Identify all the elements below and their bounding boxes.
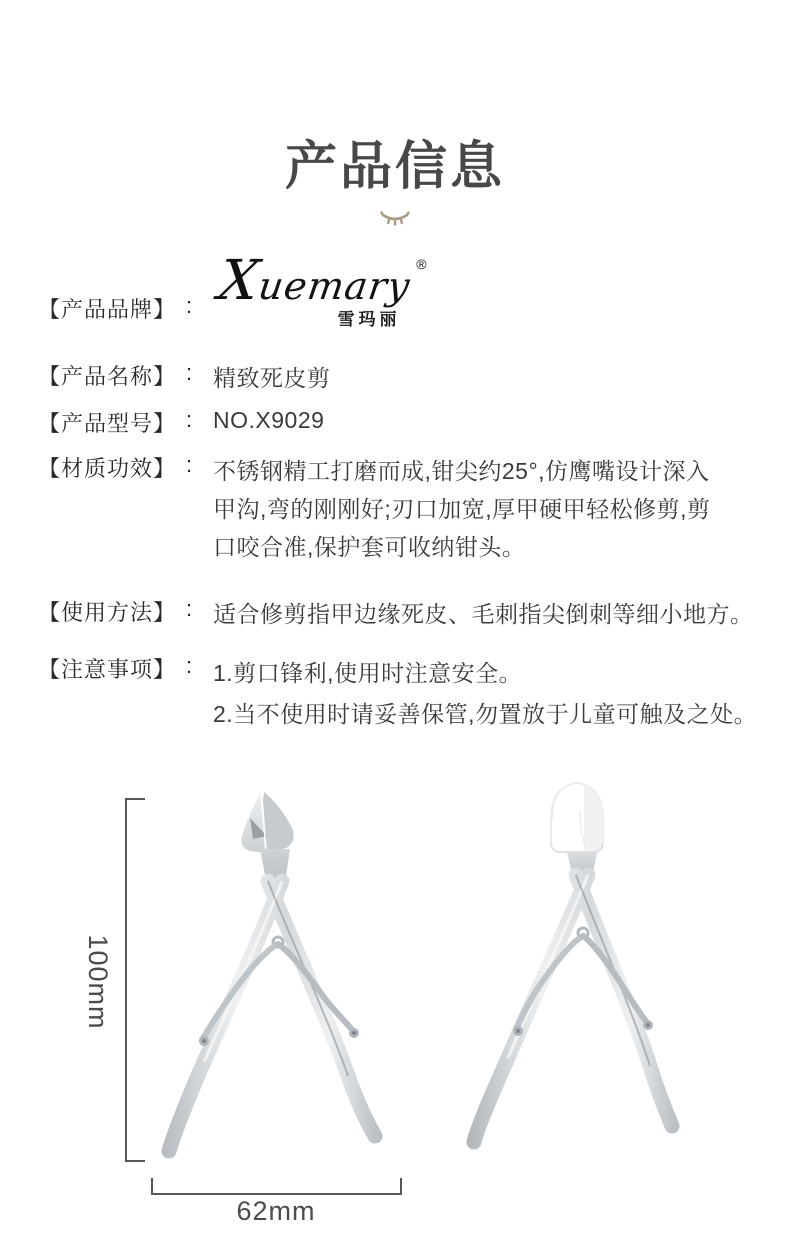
row-label: 【注意事项】 bbox=[38, 657, 177, 682]
text-line: 1.剪口锋利,使用时注意安全。 bbox=[213, 660, 523, 686]
caution-text bbox=[213, 653, 757, 735]
usage-text: 适合修剪指甲边缘死皮、毛刺指尖倒刺等细小地方。 bbox=[213, 601, 754, 627]
brand-name-script: Xuemary bbox=[214, 248, 414, 312]
row-label: 【产品品牌】 bbox=[38, 297, 177, 322]
row-label: 【产品型号】 bbox=[38, 411, 177, 436]
row-label: 【产品名称】 bbox=[38, 364, 177, 389]
info-row-material bbox=[38, 452, 711, 566]
eyelash-icon bbox=[380, 210, 410, 233]
row-colon: : bbox=[186, 596, 193, 621]
row-colon: : bbox=[186, 407, 193, 432]
cuticle-nipper-photo-open bbox=[148, 786, 400, 1179]
height-dimension-bracket bbox=[125, 798, 145, 1162]
info-row-name bbox=[38, 360, 331, 393]
row-colon: : bbox=[186, 653, 193, 678]
row-colon: : bbox=[186, 360, 193, 385]
protective-cap bbox=[551, 783, 603, 852]
text-line: 甲沟,弯的刚刚好;刃口加宽,厚甲硬甲轻松修剪,剪 bbox=[213, 496, 711, 522]
brand-logo bbox=[214, 248, 427, 330]
width-dimension-label: 62mm bbox=[236, 1196, 316, 1226]
row-colon: : bbox=[186, 452, 193, 477]
page-title: 产品信息 bbox=[284, 138, 505, 196]
registered-trademark-icon: ® bbox=[416, 256, 427, 272]
text-line: 2.当不使用时请妥善保管,勿置放于儿童可触及之处。 bbox=[213, 701, 758, 727]
width-dimension-bracket bbox=[151, 1178, 402, 1195]
cuticle-nipper-photo-capped bbox=[460, 780, 696, 1163]
row-label: 【材质功效】 bbox=[38, 456, 177, 481]
height-dimension-label: 100mm bbox=[83, 934, 113, 1030]
info-row-caution bbox=[38, 653, 757, 735]
info-row-model bbox=[38, 407, 324, 438]
info-row-brand bbox=[38, 248, 427, 330]
brand-name-chinese: 雪玛丽 bbox=[337, 310, 401, 329]
material-effect-text bbox=[213, 452, 711, 566]
product-name-value: 精致死皮剪 bbox=[213, 365, 331, 391]
row-colon: : bbox=[186, 293, 193, 318]
text-line: 不锈钢精工打磨而成,钳尖约25°,仿鹰嘴设计深入 bbox=[213, 458, 710, 484]
product-model-value: NO.X9029 bbox=[213, 407, 325, 433]
row-label: 【使用方法】 bbox=[38, 600, 177, 625]
info-row-usage bbox=[38, 596, 754, 629]
text-line: 口咬合准,保护套可收纳钳头。 bbox=[213, 534, 526, 560]
